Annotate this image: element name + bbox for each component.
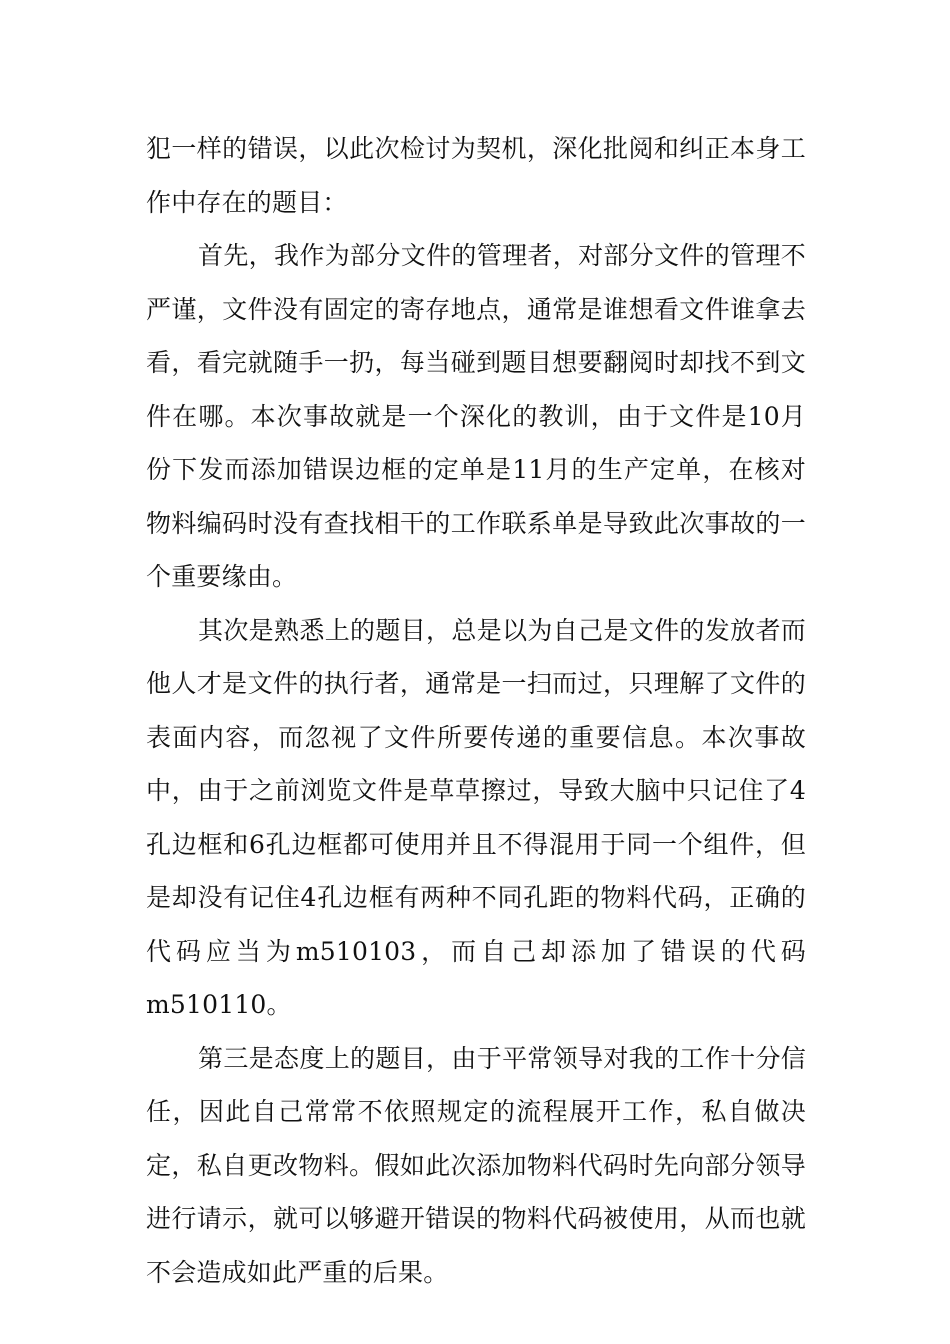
- paragraph-file-management: 首先，我作为部分文件的管理者，对部分文件的管理不严谨，文件没有固定的寄存地点，通常是谁想看文件谁拿去看，看完就随手一扔，每当碰到题目想要翻阅时却找不到文件在哪。本次事故就是一个深化的教训，由于文件是10月份下发而添加错误边框的定单是11月的生产定单，在核对物料编码时没有查找相干的工作联系单是导致此次事故的一个重要缘由。: [146, 241, 806, 591]
- paragraph-understanding: 其次是熟悉上的题目，总是以为自己是文件的发放者而他人才是文件的执行者，通常是一扫而过，只理解了文件的表面内容，而忽视了文件所要传递的重要信息。本次事故中，由于之前浏览文件是草草擦过，导致大脑中只记住了4孔边框和6孔边框都可使用并且不得混用于同一个组件，但是却没有记住4孔边框有两种不同孔距的物料代码，正确的代码应当为m510103，而自己却添加了错误的代码m510110。: [146, 615, 806, 1019]
- document-body: [146, 122, 806, 1299]
- paragraph-continuation: 犯一样的错误，以此次检讨为契机，深化批阅和纠正本身工作中存在的题目：: [146, 134, 806, 217]
- paragraph-attitude: 第三是态度上的题目，由于平常领导对我的工作十分信任，因此自己常常不依照规定的流程展开工作，私自做决定，私自更改物料。假如此次添加物料代码时先向部分领导进行请示，就可以够避开错误的物料代码被使用，从而也就不会造成如此严重的后果。: [146, 1043, 806, 1287]
